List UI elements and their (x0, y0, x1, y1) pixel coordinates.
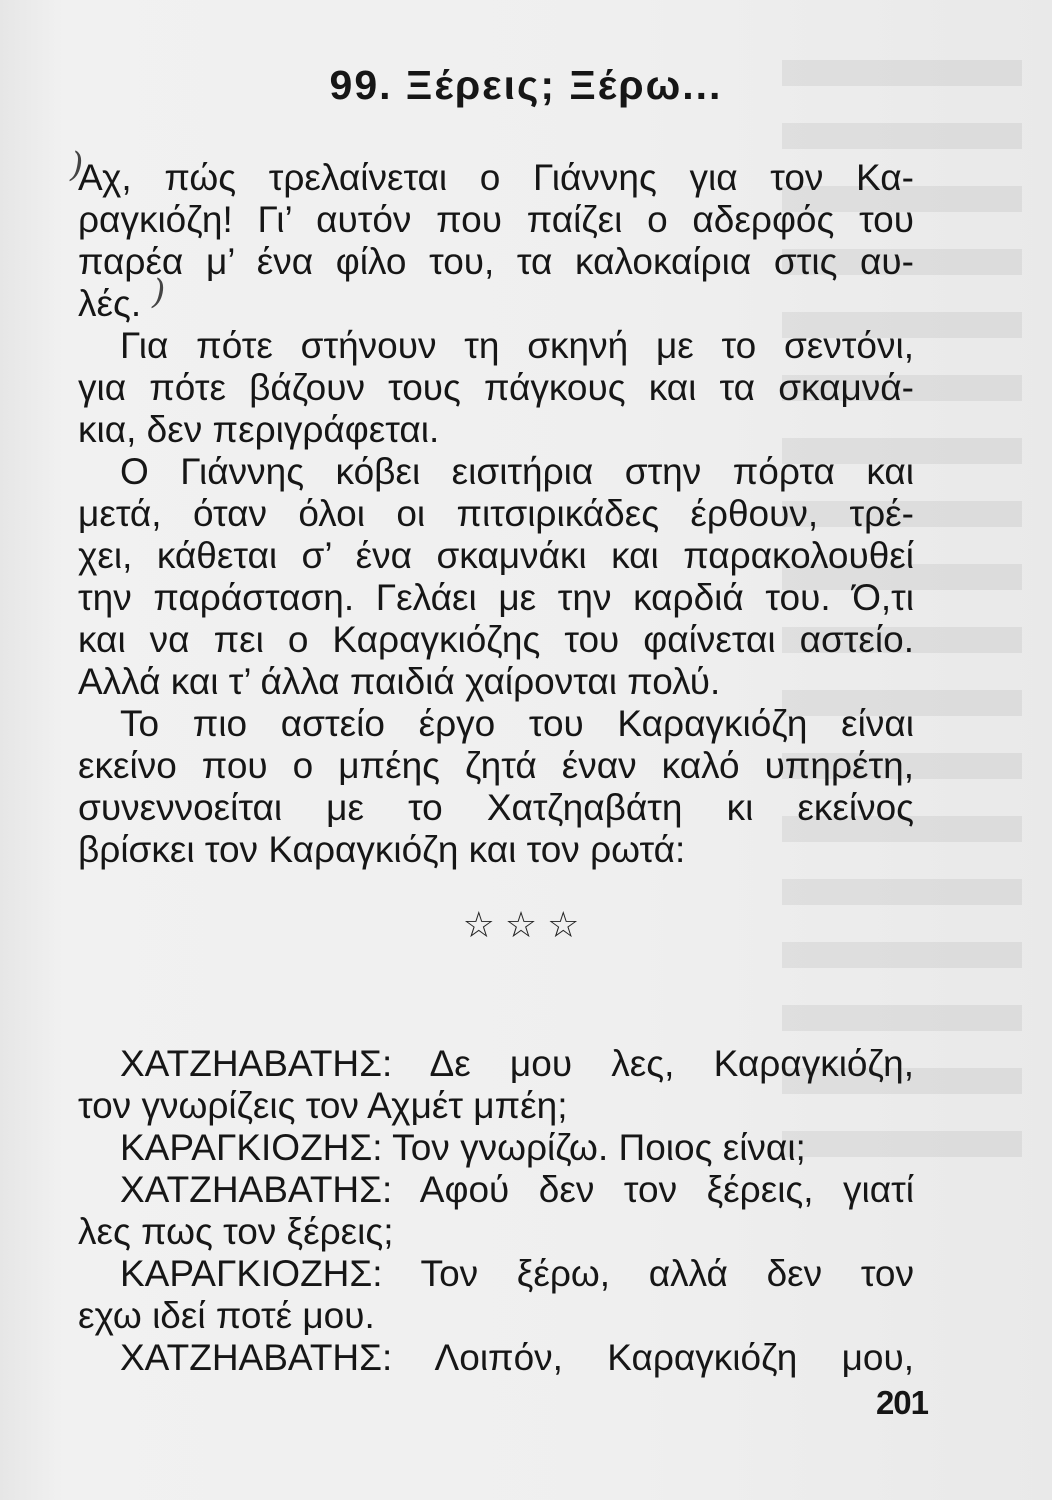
text-line: εκείνο που ο μπέης ζητά έναν καλό υπηρέτη, (78, 745, 914, 786)
dialogue-line: τον γνωρίζεις τον Αχμέτ μπέη; (78, 1085, 568, 1126)
dialogue-line: λες πως τον ξέρεις; (78, 1211, 394, 1252)
text-line: χει, κάθεται σ’ ένα σκαμνάκι και παρακολουθεί (78, 535, 914, 576)
text-line: για πότε βάζουν τους πάγκους και τα σκαμνά- (78, 367, 914, 408)
text-line: ραγκιόζη! Γι’ αυτόν που παίζει ο αδερφός του (78, 199, 914, 240)
text-line: την παράσταση. Γελάει με την καρδιά του. Ό,τι (78, 577, 914, 618)
text-line: κια, δεν περιγράφεται. (78, 409, 440, 450)
text-line: και να πει ο Καραγκιόζης του φαίνεται αστείο. (78, 619, 914, 660)
text-line: Ο Γιάννης κόβει εισιτήρια στην πόρτα και (120, 451, 914, 492)
section-separator: ☆☆☆ (462, 904, 590, 945)
text-line: λές. (78, 283, 142, 324)
text-line: βρίσκει τον Καραγκιόζη και τον ρωτά: (78, 829, 686, 870)
text-line: συνεννοείται με το Χατζηαβάτη κι εκείνος (78, 787, 914, 828)
page-number: 201 (875, 1384, 928, 1421)
text-line: παρέα μ’ ένα φίλο του, τα καλοκαίρια στις αυ- (78, 241, 914, 282)
dialogue-line: ΚΑΡΑΓΚΙΟΖΗΣ: Τον ξέρω, αλλά δεν τον (120, 1253, 914, 1294)
text-line: Αλλά και τ’ άλλα παιδιά χαίρονται πολύ. (78, 661, 721, 702)
dialogue-line: εχω ιδεί ποτέ μου. (78, 1295, 375, 1336)
text-line: Το πιο αστείο έργο του Καραγκιόζη είναι (120, 703, 914, 744)
dialogue-line: ΚΑΡΑΓΚΙΟΖΗΣ: Τον γνωρίζω. Ποιος είναι; (120, 1127, 806, 1168)
text-line: Για πότε στήνουν τη σκηνή με το σεντόνι, (120, 325, 914, 366)
pencil-mark: ) (70, 145, 84, 185)
dialogue-line: ΧΑΤΖΗΑΒΑΤΗΣ: Αφού δεν τον ξέρεις, γιατί (120, 1169, 914, 1210)
text-line: Αχ, πώς τρελαίνεται ο Γιάννης για τον Κα- (78, 157, 914, 198)
dialogue-line: ΧΑΤΖΗΑΒΑΤΗΣ: Δε μου λες, Καραγκιόζη, (120, 1043, 914, 1084)
chapter-title: 99. Ξέρεις; Ξέρω... (329, 62, 723, 108)
dialogue-line: ΧΑΤΖΗΑΒΑΤΗΣ: Λοιπόν, Καραγκιόζη μου, (120, 1337, 914, 1378)
pencil-mark: ) (152, 272, 166, 312)
text-line: μετά, όταν όλοι οι πιτσιρικάδες έρθουν, τρέ- (78, 493, 914, 534)
